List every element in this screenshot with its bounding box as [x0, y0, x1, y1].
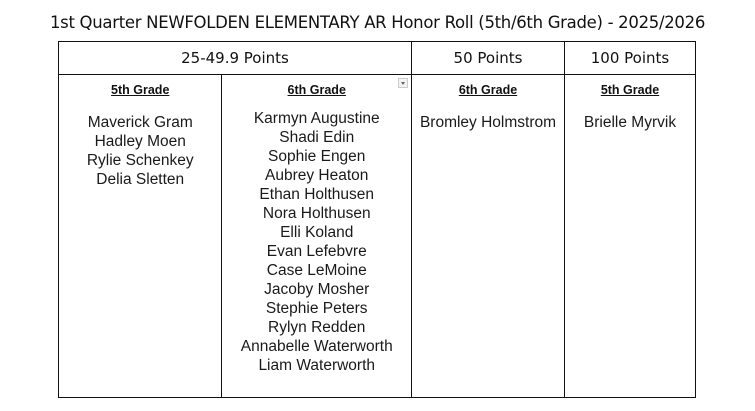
student-name: Ethan Holthusen — [259, 186, 375, 203]
name-list — [59, 113, 221, 189]
student-name: Sophie Engen — [268, 148, 366, 165]
grade-label: 5th Grade — [600, 83, 660, 97]
dropdown-arrow-icon[interactable] — [398, 78, 408, 88]
student-name: Rylie Schenkey — [86, 152, 194, 169]
student-name: Aubrey Heaton — [265, 167, 369, 184]
student-name: Stephie Peters — [265, 300, 368, 317]
name-list — [222, 109, 411, 375]
student-name: Brielle Myrvik — [583, 114, 677, 131]
honor-roll-table — [58, 41, 696, 398]
header-25-49-points: 25-49.9 Points — [59, 42, 412, 75]
column-50-6th-grade — [412, 75, 565, 398]
page-title: 1st Quarter NEWFOLDEN ELEMENTARY AR Honor Roll (5th/6th Grade) - 2025/2026 — [49, 13, 706, 32]
header-50-points: 50 Points — [412, 42, 565, 75]
student-name: Case LeMoine — [266, 262, 367, 279]
student-name: Liam Waterworth — [258, 357, 376, 374]
student-name: Maverick Gram — [87, 114, 193, 131]
student-name: Rylyn Redden — [268, 319, 366, 336]
student-name: Karmyn Augustine — [253, 110, 380, 127]
student-name: Elli Koland — [280, 224, 354, 241]
column-25-5th-grade — [59, 75, 222, 398]
grade-label: 6th Grade — [287, 83, 346, 97]
name-list — [565, 113, 695, 132]
student-name: Evan Lefebvre — [266, 243, 367, 260]
student-name: Bromley Holmstrom — [419, 114, 557, 131]
column-100-5th-grade — [565, 75, 696, 398]
body-row — [59, 75, 696, 398]
header-row — [59, 42, 696, 75]
student-name: Hadley Moen — [94, 133, 186, 150]
grade-label: 6th Grade — [458, 83, 518, 97]
grade-label: 5th Grade — [111, 83, 170, 97]
header-100-points: 100 Points — [565, 42, 696, 75]
student-name: Shadi Edin — [279, 129, 355, 146]
student-name: Delia Sletten — [96, 171, 185, 188]
name-list — [412, 113, 564, 132]
student-name: Jacoby Mosher — [264, 281, 370, 298]
column-25-6th-grade — [222, 75, 412, 398]
student-name: Annabelle Waterworth — [240, 338, 393, 355]
student-name: Nora Holthusen — [262, 205, 371, 222]
